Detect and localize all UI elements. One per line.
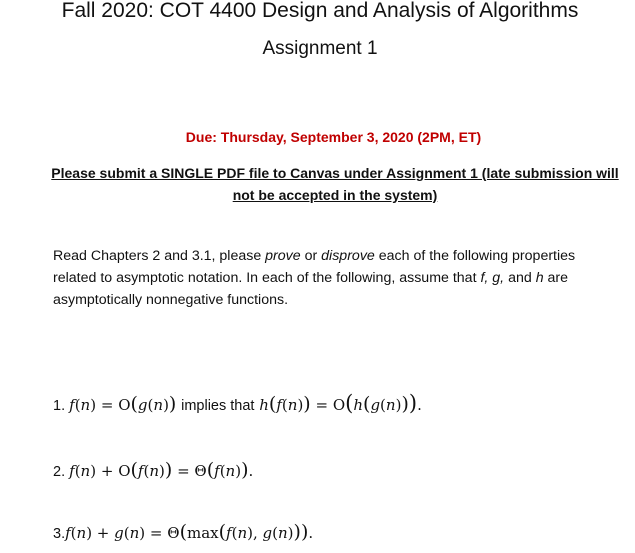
intro-text-3: are asymptotically nonnegative functions. [53,270,569,308]
submission-instructions: Please submit a SINGLE PDF file to Canvas under Assignment 1 (late submission will not be accepted in the system) [51,165,619,203]
property-2 [53,459,253,481]
intro-h: h [535,270,544,286]
property-3-formula: f(n) + g(n) = Θ(max(f(n), g(n))). [65,521,314,543]
intro-or: or [300,248,322,264]
property-1-number: 1. [53,398,70,414]
intro-g: g, [492,270,505,286]
due-date: Due: Thursday, September 3, 2020 (2PM, ET) [185,129,482,145]
intro-text-2: each of the following properties related to asymptotic notation. In each of the following, assume that [53,248,576,286]
instructions-paragraph [53,245,618,311]
property-1 [53,391,422,415]
property-2-number: 2. [53,464,70,480]
property-3-number: 3. [53,526,66,542]
intro-disprove: disprove [321,248,375,264]
intro-f: f, [480,270,489,286]
course-title: Fall 2020: COT 4400 Design and Analysis of Algorithms [61,0,579,22]
property-3 [53,521,313,543]
intro-prove: prove [265,248,301,264]
intro-and: and [504,270,536,286]
property-2-formula: f(n) + O(f(n)) = Θ(f(n)). [69,459,254,481]
intro-text-1: Read Chapters 2 and 3.1, please [53,248,266,264]
assignment-title: Assignment 1 [262,38,378,59]
property-1-formula: f(n) = O(g(n)) implies that h(f(n)) = O(h(g(n))). [69,391,422,415]
